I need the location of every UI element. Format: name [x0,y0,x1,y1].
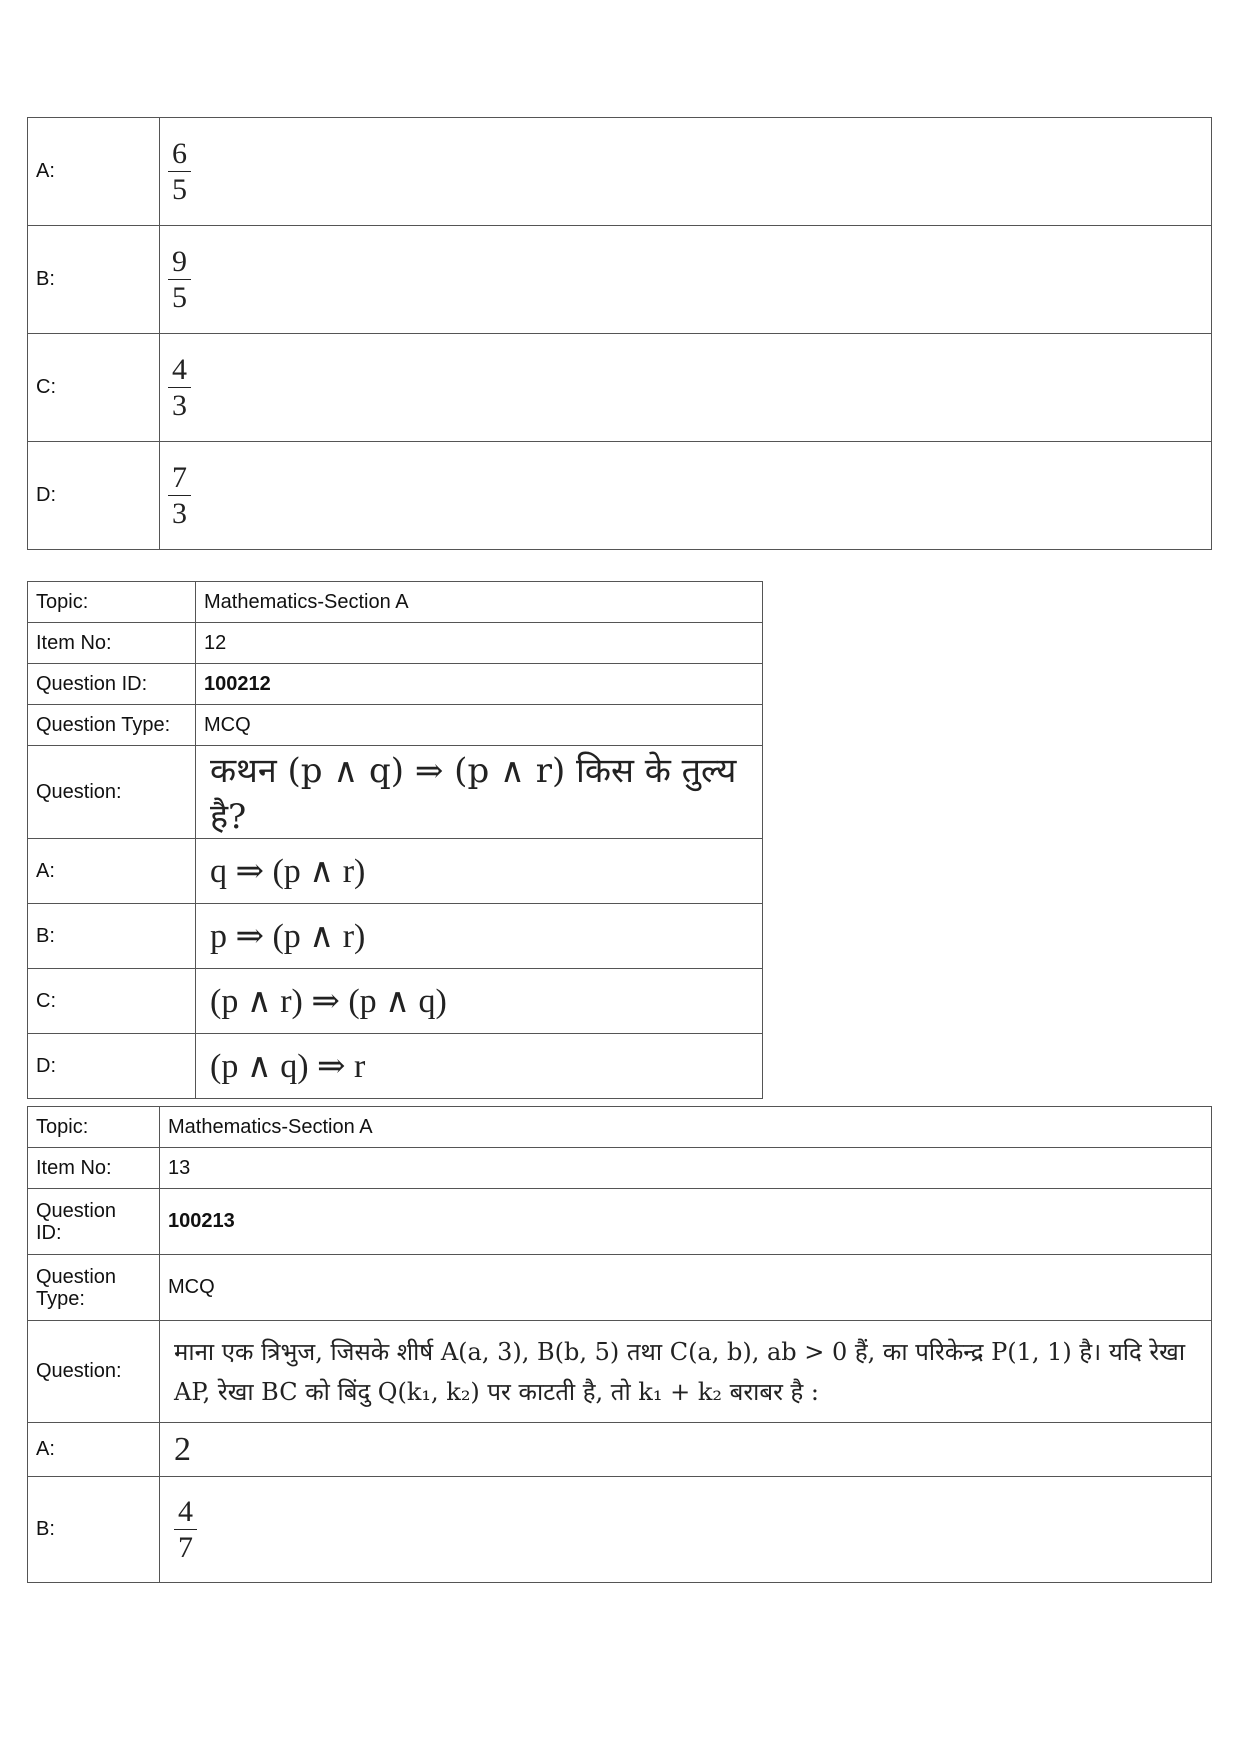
topic-label: Topic: [28,1107,160,1148]
item-label: Item No: [28,1148,160,1189]
option-row [28,118,1212,226]
topic-row [28,582,763,623]
question-text [160,1321,1212,1423]
question-type-label-line1: Question [36,1265,117,1288]
option-label: D: [28,1034,196,1099]
question-id-label [28,1189,160,1255]
option-row [28,969,763,1034]
option-label: A: [28,1423,160,1477]
option-label: B: [28,904,196,969]
option-value: 2 [160,1423,1212,1477]
question-12-table [27,581,763,1099]
fraction-denominator: 7 [178,1531,193,1564]
option-row [28,1034,763,1099]
question-line-2: AP, रेखा BC को बिंदु Q(k₁, k₂) पर काटती है, तो k₁ + k₂ बराबर है : [174,1377,819,1406]
fraction-denominator: 3 [172,389,187,422]
topic-label: Topic: [28,582,196,623]
question-type-label [28,1255,160,1321]
question-text: कथन (p ∧ q) ⇒ (p ∧ r) किस के तुल्य है? [196,746,763,839]
fraction-denominator: 5 [172,173,187,206]
topic-value: Mathematics-Section A [160,1107,1212,1148]
option-label: D: [28,442,160,550]
option-row [28,334,1212,442]
option-label: A: [28,118,160,226]
fraction-denominator: 5 [172,281,187,314]
option-value [160,334,1212,442]
question-id-label-line1: Question [36,1199,117,1222]
option-row [28,904,763,969]
question-id-row [28,664,763,705]
item-row [28,623,763,664]
question-id-value: 100213 [160,1189,1212,1255]
item-row [28,1148,1212,1189]
option-row [28,839,763,904]
option-row [28,1423,1212,1477]
fraction-numerator: 4 [174,1496,197,1531]
option-value: (p ∧ r) ⇒ (p ∧ q) [196,969,763,1034]
item-label: Item No: [28,623,196,664]
fraction-numerator: 9 [168,246,191,281]
question-type-value: MCQ [160,1255,1212,1321]
option-value [160,1477,1212,1583]
fraction-numerator: 7 [168,462,191,497]
question-13-table [27,1106,1212,1583]
option-value [160,118,1212,226]
question-id-row [28,1189,1212,1255]
question-type-label: Question Type: [28,705,196,746]
option-value: q ⇒ (p ∧ r) [196,839,763,904]
option-label: B: [28,1477,160,1583]
question-id-value: 100212 [196,664,763,705]
option-label: B: [28,226,160,334]
option-value [160,442,1212,550]
question-line-1: माना एक त्रिभुज, जिसके शीर्ष A(a, 3), B(b, 5) तथा C(a, b), ab > 0 हैं, का परिकेन्द्र P(1, 1) है। यदि रेखा [174,1337,1186,1366]
option-value: (p ∧ q) ⇒ r [196,1034,763,1099]
question-id-label-line2: ID: [36,1221,62,1244]
fraction-numerator: 4 [168,354,191,389]
option-row [28,442,1212,550]
item-value: 12 [196,623,763,664]
prev-question-options-table [27,117,1212,550]
question-label: Question: [28,1321,160,1423]
option-label: A: [28,839,196,904]
item-value: 13 [160,1148,1212,1189]
option-label: C: [28,334,160,442]
question-type-label-line2: Type: [36,1287,85,1310]
question-type-row [28,705,763,746]
question-type-row [28,1255,1212,1321]
option-label: C: [28,969,196,1034]
question-id-label: Question ID: [28,664,196,705]
question-row [28,1321,1212,1423]
question-type-value: MCQ [196,705,763,746]
fraction-denominator: 3 [172,497,187,530]
topic-value: Mathematics-Section A [196,582,763,623]
fraction-numerator: 6 [168,138,191,173]
option-row [28,1477,1212,1583]
option-row [28,226,1212,334]
question-row [28,746,763,839]
question-label: Question: [28,746,196,839]
option-value [160,226,1212,334]
topic-row [28,1107,1212,1148]
option-value: p ⇒ (p ∧ r) [196,904,763,969]
